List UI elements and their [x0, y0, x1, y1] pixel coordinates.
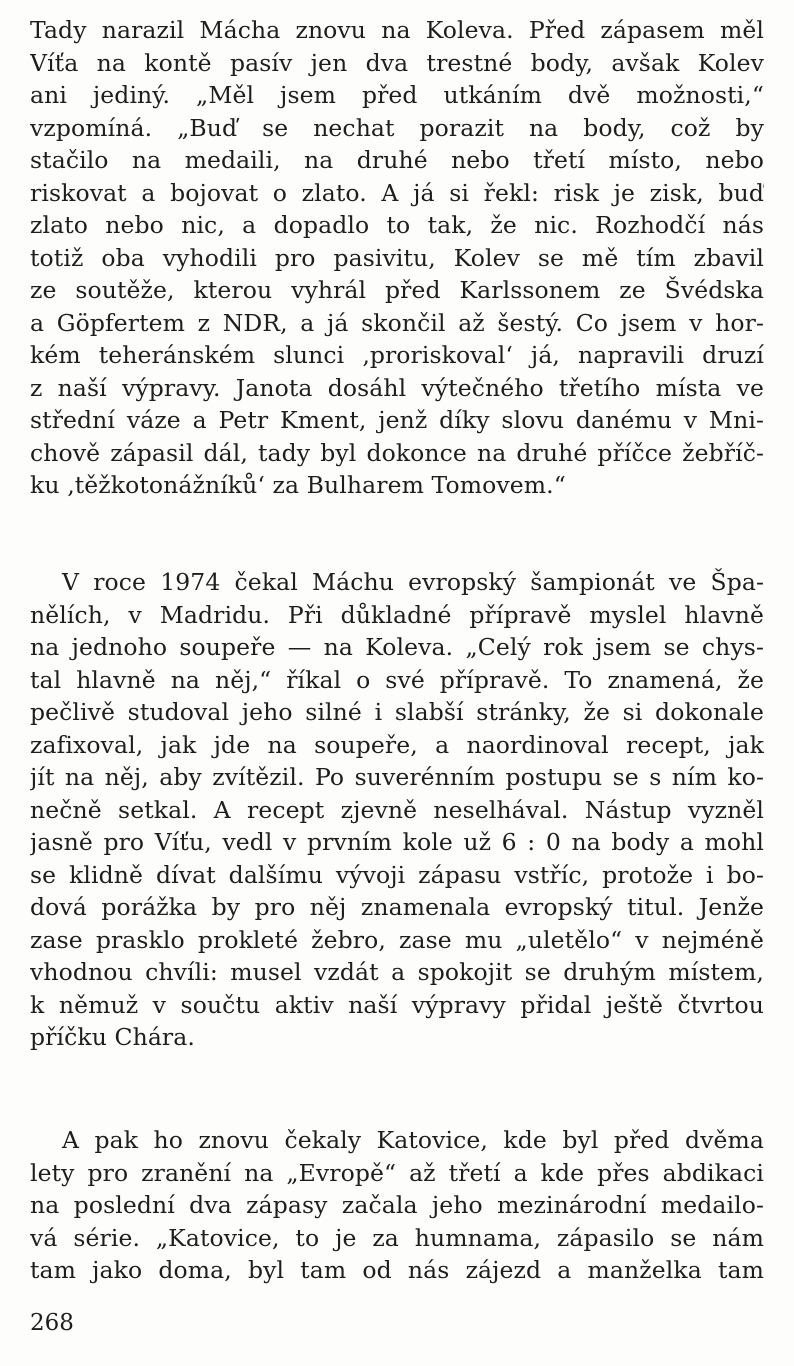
text-line: chově zápasil dál, tady byl dokonce na druhé příčce žebříč-: [30, 438, 764, 467]
text-line: z naší výpravy. Janota dosáhl výtečného třetího místa ve: [30, 373, 764, 402]
text-line: střední váze a Petr Kment, jenž díky slovu danému v Mni-: [30, 406, 764, 434]
text-line: ze soutěže, kterou vyhrál před Karlssonem ze Švédska: [30, 276, 764, 304]
text-line: kém teheránském slunci ‚proriskoval‘ já, napravili druzí: [30, 341, 764, 369]
text-line: k němuž v součtu aktiv naší výpravy přidal ještě čtvrtou: [30, 990, 764, 1019]
text-line: se klidně dívat dalšímu vývoji zápasu vstříc, protože i bo-: [30, 860, 764, 889]
text-line: vhodnou chvíli: musel vzdát a spokojit se druhým místem,: [30, 958, 764, 986]
text-line: vá série. „Katovice, to je za humnama, zápasilo se nám: [30, 1223, 764, 1252]
text-line: Víťa na kontě pasív jen dva trestné body, avšak Kolev: [30, 48, 764, 77]
text-line: zafixoval, jak jde na soupeře, a naordinoval recept, jak: [30, 730, 764, 759]
text-line: ku ‚těžkotonážníků‘ za Bulharem Tomovem.“: [30, 471, 566, 499]
page-number: 268: [30, 1310, 74, 1336]
text-line: jasně pro Víťu, vedl v prvním kole už 6 : 0 na body a mohl: [30, 828, 764, 856]
text-line: zase prasklo prokleté žebro, zase mu „uletělo“ v nejméně: [30, 925, 764, 954]
text-line: riskovat a bojovat o zlato. A já si řekl: risk je zisk, buď: [30, 178, 764, 207]
text-line: dová porážka by pro něj znamenala evropský titul. Jenže: [30, 893, 764, 921]
text-line: ani jediný. „Měl jsem před utkáním dvě možnosti,“: [30, 81, 764, 109]
text-line: tam jako doma, byl tam od nás zájezd a manželka tam: [30, 1256, 764, 1284]
text-line: stačilo na medaili, na druhé nebo třetí místo, nebo: [30, 146, 764, 174]
text-line: Tady narazil Mácha znovu na Koleva. Před zápasem měl: [30, 16, 764, 44]
text-line: V roce 1974 čekal Máchu evropský šampionát ve Špa-: [62, 568, 764, 596]
text-line: pečlivě studoval jeho silné i slabší stránky, že si dokonale: [30, 698, 764, 726]
text-line: na jednoho soupeře — na Koleva. „Celý rok jsem se chys-: [30, 633, 764, 661]
text-line: jít na něj, aby zvítězil. Po suverénním postupu se s ním ko-: [30, 763, 764, 791]
text-line: a Göpfertem z NDR, a já skončil až šestý. Co jsem v hor-: [30, 308, 764, 337]
text-line: zlato nebo nic, a dopadlo to tak, že nic. Rozhodčí nás: [30, 211, 764, 239]
text-line: A pak ho znovu čekaly Katovice, kde byl před dvěma: [62, 1126, 764, 1154]
paragraph-1: [30, 14, 764, 502]
text-line: nečně setkal. A recept zjevně neselhával. Nástup vyzněl: [30, 795, 764, 824]
text-line: tal hlavně na něj,“ říkal o své přípravě. To znamená, že: [30, 665, 764, 694]
paragraph-3: [30, 1124, 764, 1287]
text-line: nělích, v Madridu. Při důkladné přípravě myslel hlavně: [30, 600, 764, 629]
paragraph-2: [30, 566, 764, 1054]
text-line: lety pro zranění na „Evropě“ až třetí a kde přes abdikaci: [30, 1158, 764, 1187]
text-line: příčku Chára.: [30, 1023, 195, 1051]
text-line: vzpomíná. „Buď se nechat porazit na body, což by: [30, 113, 764, 142]
text-line: na poslední dva zápasy začala jeho mezinárodní medailo-: [30, 1191, 764, 1219]
text-line: totiž oba vyhodili pro pasivitu, Kolev se mě tím zbavil: [30, 243, 764, 272]
